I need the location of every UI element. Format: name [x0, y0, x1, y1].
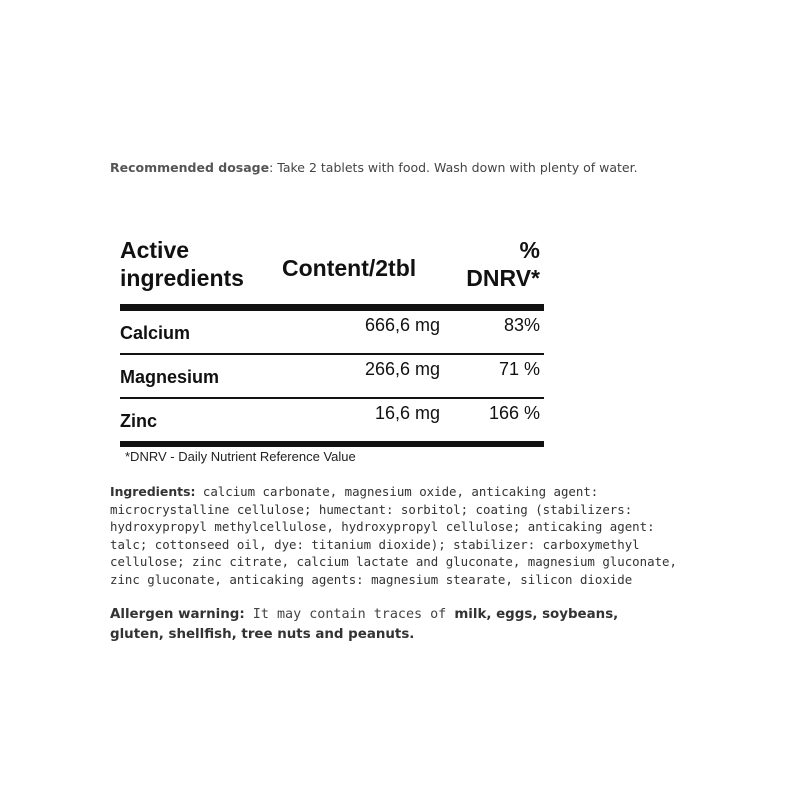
table-row [120, 399, 544, 447]
row-dnrv: 166 % [488, 403, 540, 423]
row-name: Calcium [120, 323, 191, 343]
row-dnrv: 71 % [498, 359, 540, 379]
table-row [120, 355, 544, 399]
allergen-warning: Allergen warning: It may contain traces of milk, eggs, soybeans, gluten, shellfish, tree nuts and peanuts. [110, 607, 619, 642]
table-row [120, 311, 544, 355]
header-dnrv: % DNRV* [466, 237, 540, 291]
row-name: Zinc [120, 411, 158, 431]
dosage-text [110, 159, 750, 177]
header-content: Content/2tbl [282, 255, 417, 281]
allergen-label: Allergen warning: [110, 607, 245, 622]
row-name: Magnesium [120, 367, 220, 387]
header-active-ingredients: Active ingredients [120, 237, 244, 291]
nutrition-table [120, 232, 544, 447]
row-content: 266,6 mg [364, 359, 440, 379]
dosage-label: Recommended dosage [110, 160, 270, 175]
dosage-instructions: : Take 2 tablets with food. Wash down with plenty of water. [269, 160, 638, 175]
ingredients-label: Ingredients: [110, 484, 196, 499]
row-content: 16,6 mg [374, 403, 440, 423]
dnrv-footnote: *DNRV - Daily Nutrient Reference Value [125, 449, 356, 464]
row-dnrv: 83% [503, 315, 540, 335]
table-header [120, 232, 544, 311]
ingredients-text: Ingredients: calcium carbonate, magnesium oxide, anticaking agent: microcrystalline cellulose; humectant: sorbitol; coating (stabilizers: hydroxypropyl methylcellulose, hydroxypropyl cellulose; anticaking agent: talc; cottonseed oil, dye: titanium dioxide); stabilizer: carboxymethyl cellulose; zinc citrate, calcium lactate and gluconate, magnesium gluconate, zinc gluconate, anticaking agents: magnesium stearate, silicon dioxide [110, 484, 677, 587]
row-content: 666,6 mg [364, 315, 440, 335]
